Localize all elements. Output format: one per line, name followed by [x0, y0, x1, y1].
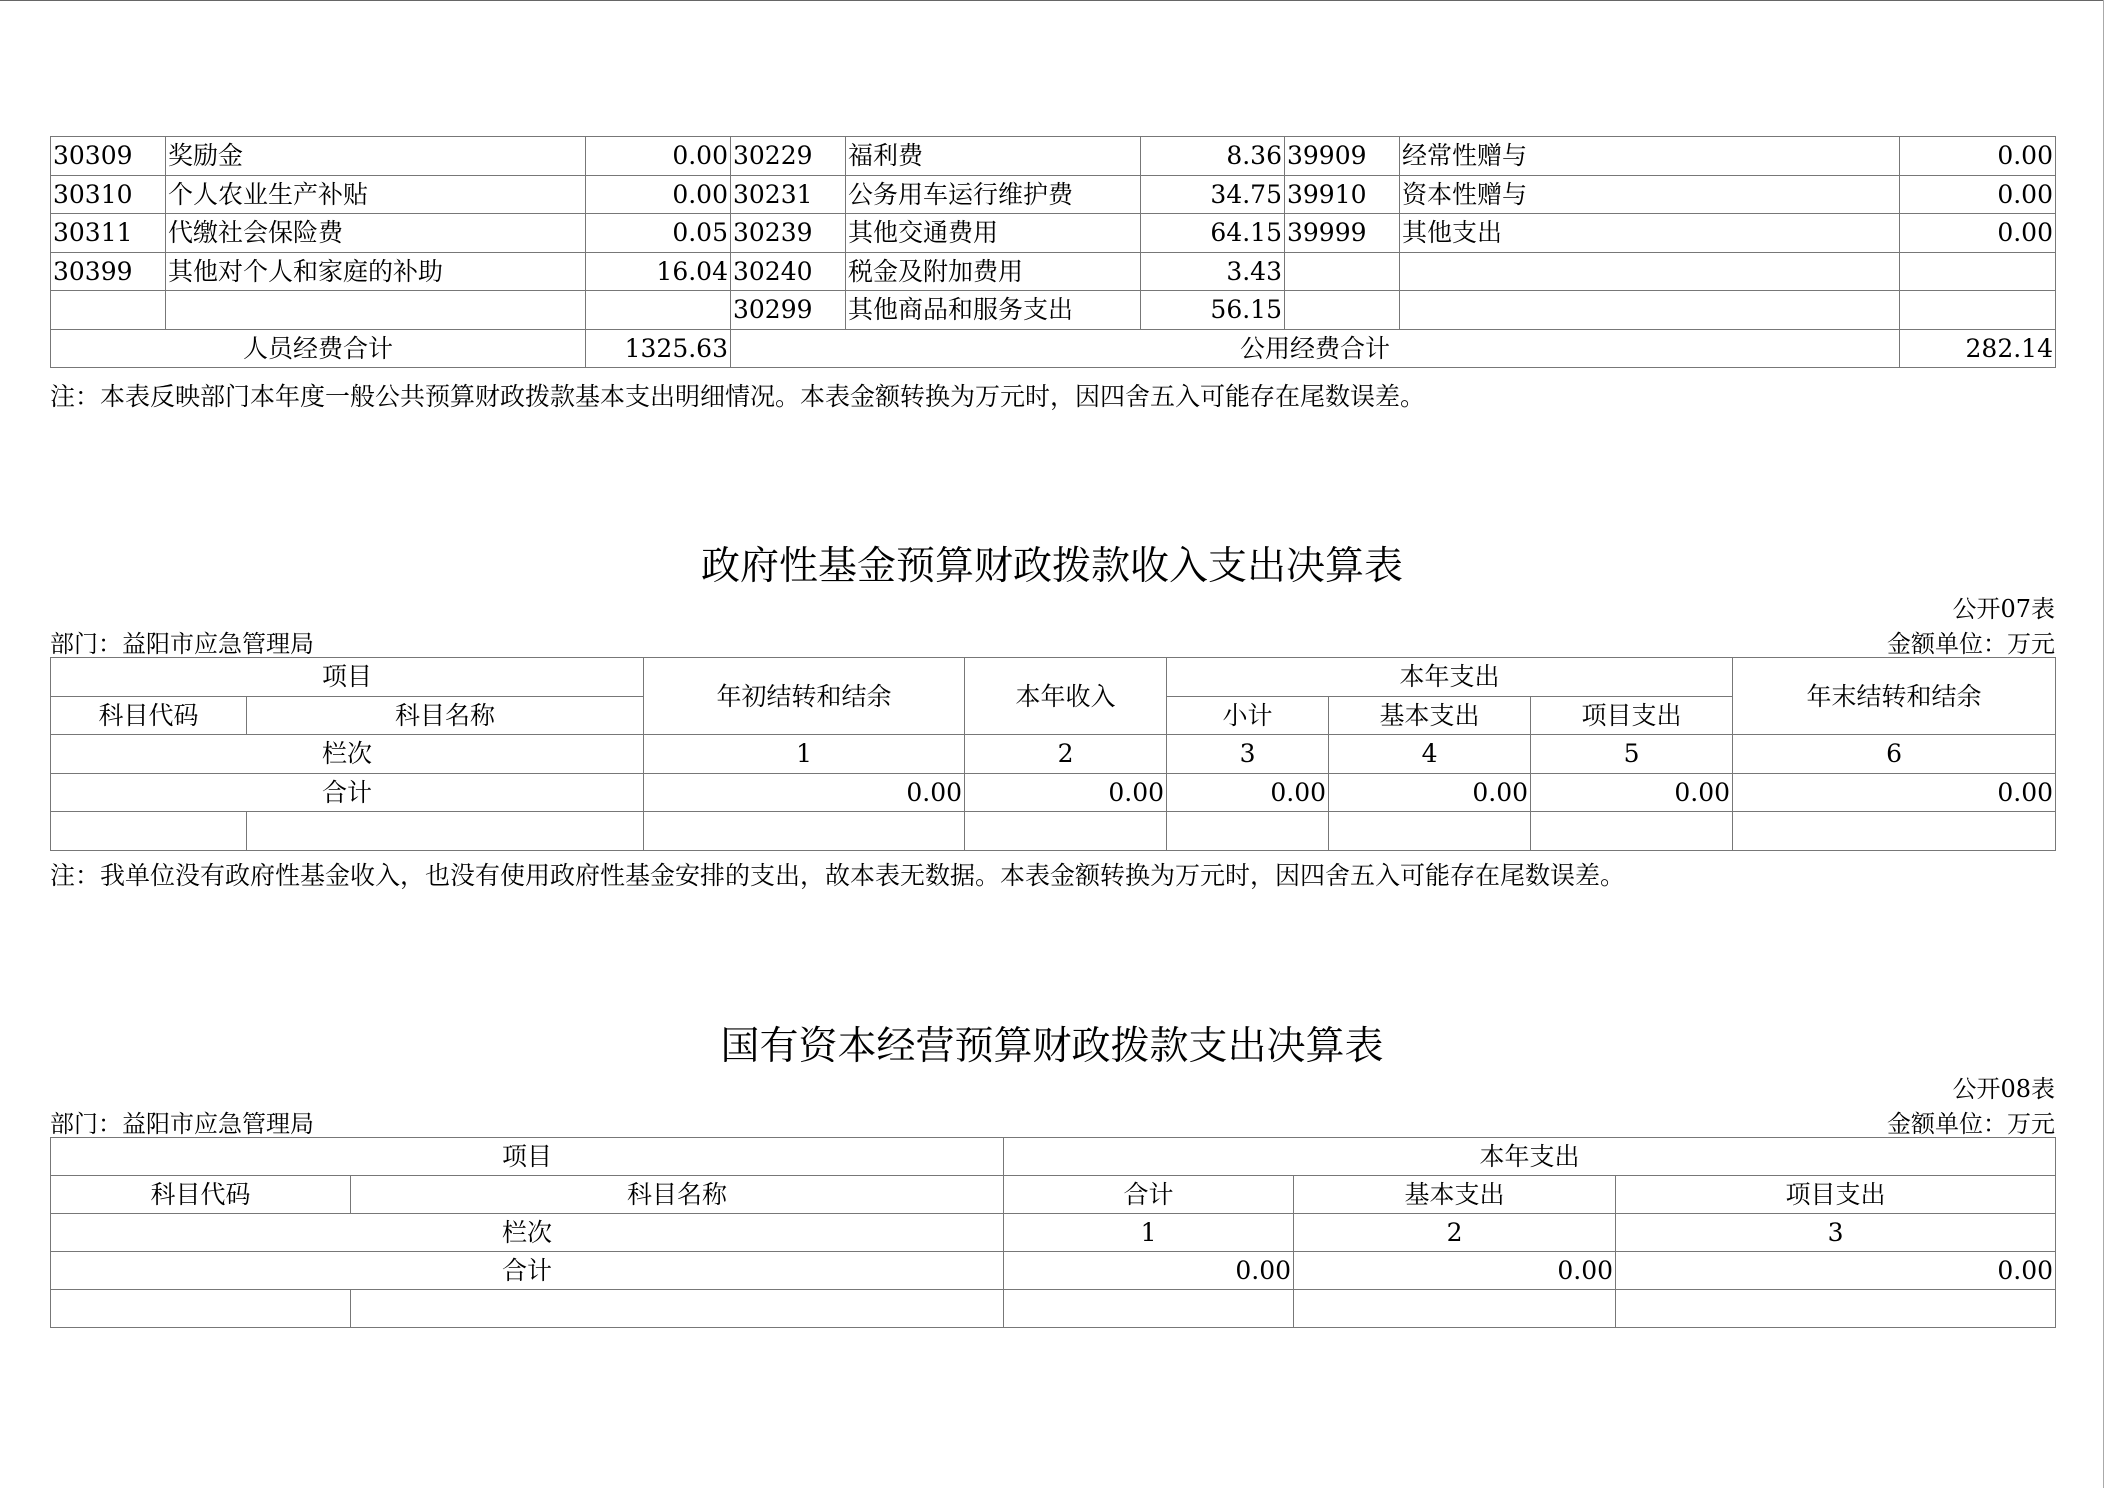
table2-dept: 部门：益阳市应急管理局	[50, 630, 314, 658]
t1-code-cell: 30231	[731, 175, 846, 214]
t1-name-cell: 奖励金	[166, 137, 586, 176]
t1-code-cell: 30239	[731, 214, 846, 253]
t3-header-total: 合计	[1004, 1176, 1294, 1214]
table-row	[51, 291, 2056, 330]
t2-total-value: 0.00	[644, 773, 965, 812]
t1-name-cell	[1400, 252, 1900, 291]
t2-col-num: 6	[1733, 735, 2056, 774]
t2-total-value: 0.00	[965, 773, 1167, 812]
table3-code: 公开08表	[1952, 1075, 2055, 1103]
t1-code-cell: 39999	[1285, 214, 1400, 253]
t3-header-row-2	[51, 1176, 2056, 1214]
t2-header-row-1	[51, 658, 2056, 697]
table3-dept: 部门：益阳市应急管理局	[50, 1110, 314, 1138]
t2-empty-cell	[965, 812, 1167, 851]
t1-value-cell: 34.75	[1141, 175, 1285, 214]
t2-total-label: 合计	[51, 773, 644, 812]
t3-empty-row	[51, 1290, 2056, 1328]
table-row	[51, 252, 2056, 291]
t1-value-cell	[1900, 252, 2056, 291]
t2-total-value: 0.00	[1531, 773, 1733, 812]
t1-value-cell: 0.00	[1900, 175, 2056, 214]
table2-title: 政府性基金预算财政拨款收入支出决算表	[700, 544, 1403, 589]
t3-empty-cell	[51, 1290, 351, 1328]
t2-empty-cell	[51, 812, 247, 851]
basic-expenditure-table	[50, 136, 2056, 368]
t2-empty-row	[51, 812, 2056, 851]
t2-empty-cell	[1167, 812, 1329, 851]
t3-empty-cell	[1294, 1290, 1616, 1328]
t3-empty-cell	[1616, 1290, 2056, 1328]
t2-empty-cell	[1733, 812, 2056, 851]
t1-name-cell: 其他交通费用	[846, 214, 1141, 253]
t3-total-value: 0.00	[1004, 1252, 1294, 1290]
t3-col-num: 1	[1004, 1214, 1294, 1252]
t2-header-income: 本年收入	[965, 658, 1167, 735]
page-top-border	[0, 0, 2104, 1]
t3-empty-cell	[1004, 1290, 1294, 1328]
t2-header-name: 科目名称	[247, 696, 644, 735]
t1-code-cell: 39910	[1285, 175, 1400, 214]
t1-total-row	[51, 329, 2056, 368]
t3-header-project: 项目支出	[1616, 1176, 2056, 1214]
t2-header-basic: 基本支出	[1329, 696, 1531, 735]
t1-code-cell: 30229	[731, 137, 846, 176]
t1-name-cell	[1400, 291, 1900, 330]
t3-header-expense: 本年支出	[1004, 1138, 2056, 1176]
t1-code-cell: 30310	[51, 175, 166, 214]
t2-total-value: 0.00	[1329, 773, 1531, 812]
t1-name-cell: 其他对个人和家庭的补助	[166, 252, 586, 291]
t1-name-cell	[166, 291, 586, 330]
t1-name-cell: 个人农业生产补贴	[166, 175, 586, 214]
t1-value-cell	[1900, 291, 2056, 330]
t1-value-cell: 64.15	[1141, 214, 1285, 253]
t1-name-cell: 其他商品和服务支出	[846, 291, 1141, 330]
t2-header-end: 年末结转和结余	[1733, 658, 2056, 735]
t1-name-cell: 福利费	[846, 137, 1141, 176]
t3-header-item: 项目	[51, 1138, 1004, 1176]
t2-col-num: 3	[1167, 735, 1329, 774]
state-capital-table	[50, 1137, 2056, 1328]
t2-col-num: 4	[1329, 735, 1531, 774]
t2-header-project: 项目支出	[1531, 696, 1733, 735]
t1-value-cell: 0.00	[1900, 214, 2056, 253]
table-row	[51, 214, 2056, 253]
t1-name-cell: 税金及附加费用	[846, 252, 1141, 291]
t3-column-number-row	[51, 1214, 2056, 1252]
t3-total-label: 合计	[51, 1252, 1004, 1290]
t1-value-cell: 0.00	[1900, 137, 2056, 176]
t1-value-cell: 16.04	[586, 252, 731, 291]
t1-value-cell: 0.00	[586, 137, 731, 176]
t1-code-cell: 30299	[731, 291, 846, 330]
t1-name-cell: 资本性赠与	[1400, 175, 1900, 214]
t1-name-cell: 经常性赠与	[1400, 137, 1900, 176]
t3-header-code: 科目代码	[51, 1176, 351, 1214]
t3-col-num: 3	[1616, 1214, 2056, 1252]
t3-header-name: 科目名称	[351, 1176, 1004, 1214]
t1-value-cell: 56.15	[1141, 291, 1285, 330]
t2-header-code: 科目代码	[51, 696, 247, 735]
table3-unit: 金额单位：万元	[1887, 1110, 2055, 1138]
t2-empty-cell	[247, 812, 644, 851]
t2-empty-cell	[644, 812, 965, 851]
t3-col-num: 2	[1294, 1214, 1616, 1252]
table2-code: 公开07表	[1952, 595, 2055, 623]
t3-empty-cell	[351, 1290, 1004, 1328]
t1-name-cell: 公务用车运行维护费	[846, 175, 1141, 214]
t1-value-cell: 3.43	[1141, 252, 1285, 291]
t3-row-col-label: 栏次	[51, 1214, 1004, 1252]
t1-value-cell: 8.36	[1141, 137, 1285, 176]
government-fund-table	[50, 657, 2056, 851]
t3-total-value: 0.00	[1294, 1252, 1616, 1290]
t2-header-subtotal: 小计	[1167, 696, 1329, 735]
table-row	[51, 137, 2056, 176]
table2-note: 注：我单位没有政府性基金收入，也没有使用政府性基金安排的支出，故本表无数据。本表金额转换为万元时，因四舍五入可能存在尾数误差。	[50, 861, 1626, 890]
t2-header-begin: 年初结转和结余	[644, 658, 965, 735]
t3-header-row-1	[51, 1138, 2056, 1176]
personnel-total-label: 人员经费合计	[51, 329, 586, 368]
t2-header-item: 项目	[51, 658, 644, 697]
t1-name-cell: 其他支出	[1400, 214, 1900, 253]
t2-header-expense: 本年支出	[1167, 658, 1733, 697]
t1-name-cell: 代缴社会保险费	[166, 214, 586, 253]
t2-total-value: 0.00	[1167, 773, 1329, 812]
t1-code-cell	[1285, 252, 1400, 291]
t2-col-num: 2	[965, 735, 1167, 774]
t1-code-cell: 39909	[1285, 137, 1400, 176]
t2-total-value: 0.00	[1733, 773, 2056, 812]
t1-value-cell	[586, 291, 731, 330]
t2-column-number-row	[51, 735, 2056, 774]
personnel-total-value: 1325.63	[586, 329, 731, 368]
t2-col-num: 5	[1531, 735, 1733, 774]
t1-code-cell: 30309	[51, 137, 166, 176]
t1-value-cell: 0.00	[586, 175, 731, 214]
t3-total-row	[51, 1252, 2056, 1290]
t3-total-value: 0.00	[1616, 1252, 2056, 1290]
table3-title: 国有资本经营预算财政拨款支出决算表	[720, 1024, 1384, 1069]
t1-code-cell	[51, 291, 166, 330]
t1-code-cell: 30311	[51, 214, 166, 253]
t1-code-cell	[1285, 291, 1400, 330]
table2-unit: 金额单位：万元	[1887, 630, 2055, 658]
public-total-value: 282.14	[1900, 329, 2056, 368]
t2-empty-cell	[1531, 812, 1733, 851]
table1-note: 注：本表反映部门本年度一般公共预算财政拨款基本支出明细情况。本表金额转换为万元时，因四舍五入可能存在尾数误差。	[50, 382, 1426, 411]
t2-col-num: 1	[644, 735, 965, 774]
t1-code-cell: 30399	[51, 252, 166, 291]
t3-header-basic: 基本支出	[1294, 1176, 1616, 1214]
t2-total-row	[51, 773, 2056, 812]
t2-empty-cell	[1329, 812, 1531, 851]
table-row	[51, 175, 2056, 214]
t1-value-cell: 0.05	[586, 214, 731, 253]
t1-code-cell: 30240	[731, 252, 846, 291]
public-total-label: 公用经费合计	[731, 329, 1900, 368]
t2-row-col-label: 栏次	[51, 735, 644, 774]
